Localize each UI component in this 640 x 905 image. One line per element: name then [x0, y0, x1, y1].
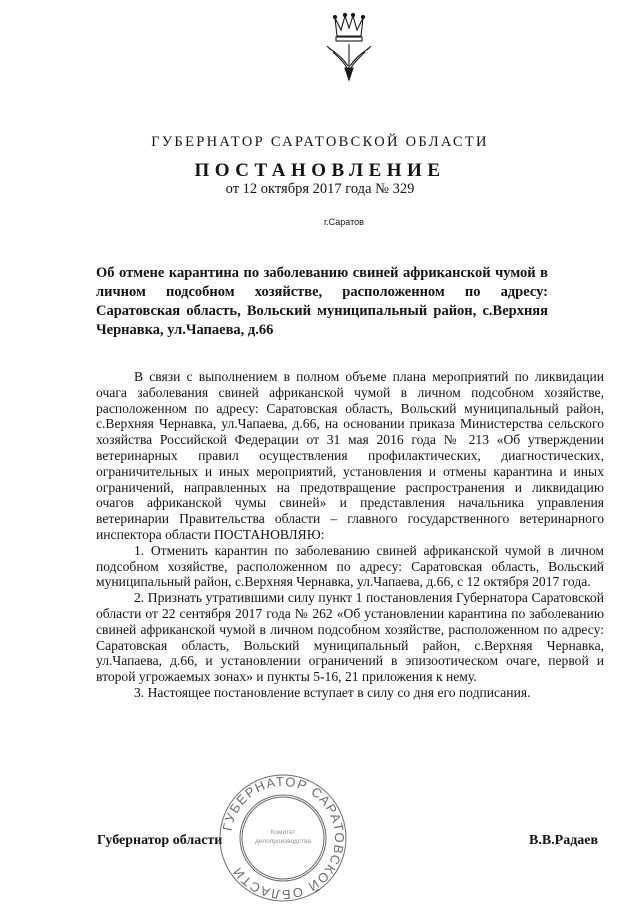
document-place: г.Саратов	[324, 217, 364, 227]
document-body	[96, 369, 604, 701]
document-type-title: ПОСТАНОВЛЕНИЕ	[194, 160, 446, 181]
svg-text:Комитет: Комитет	[270, 829, 296, 836]
document-heading: Об отмене карантина по заболеванию свиней африканской чумой в личном подсобном хозяйстве, расположенном по адресу: Саратовская область, Вольский муниципальный район, с.Верхняя Чернавка, ул.Чапаева, д.66	[96, 265, 548, 338]
crown-emblem-icon	[315, 8, 383, 86]
document-date-number: от 12 октября 2017 года № 329	[225, 181, 415, 197]
item-1-paragraph: 1. Отменить карантин по заболеванию свиней африканской чумой в личном подсобном хозяйстве, расположенном по адресу: Саратовская область, Вольский муниципальный район, с.Верхняя Чернавка, ул.Чапаева, д.66, с 12 октября 2017 года.	[96, 542, 604, 590]
issuing-authority: ГУБЕРНАТОР САРАТОВСКОЙ ОБЛАСТИ	[151, 134, 489, 150]
svg-text:ГУБЕРНАТОР САРАТОВСКОЙ ОБЛАСТИ: ГУБЕРНАТОР САРАТОВСКОЙ ОБЛАСТИ	[219, 773, 348, 903]
item-2-paragraph: 2. Признать утратившими силу пункт 1 постановления Губернатора Саратовской области от 22 сентября 2017 года № 262 «Об установлении карантина по заболеванию свиней африканской чумой в личном подсобном хозяйстве, расположенном по адресу: Саратовская область, Вольский муниципальный район, с.Верхняя Чернавка, ул.Чапаева, д.66, и установлении ограничений в эпизоотическом очаге, первой и второй угрожаемых зонах» и пункты 5-16, 21 приложения к нему.	[96, 590, 604, 685]
signer-title: Губернатор области	[97, 833, 223, 848]
item-3-paragraph: 3. Настоящее постановление вступает в силу со дня его подписания.	[134, 684, 531, 700]
official-seal-stamp	[217, 772, 349, 904]
svg-text:делопроизводства: делопроизводства	[255, 838, 311, 845]
preamble-paragraph: В связи с выполнением в полном объеме плана мероприятий по ликвидации очага заболевания свиней африканской чумой в личном подсобном хозяйстве, расположенном по адресу: Саратовская область, Вольский муниципальный район, с.Верхняя Чернавка, ул.Чапаева, д.66, на основании приказа Министерства сельского хозяйства Российской Федерации от 31 мая 2016 года № 213 «Об утверждении ветеринарных правил осуществления профилактических, диагностических, ограничительных и иных мероприятий, установления и отмены карантина и иных ограничений, направленных на предотвращение распространения и ликвидацию очагов африканской чумы свиней» и представления начальника управления ветеринарии Правительства области – главного государственного ветеринарного инспектора области ПОСТАНОВЛЯЮ:	[96, 369, 604, 542]
signer-name: В.В.Радаев	[529, 833, 599, 848]
